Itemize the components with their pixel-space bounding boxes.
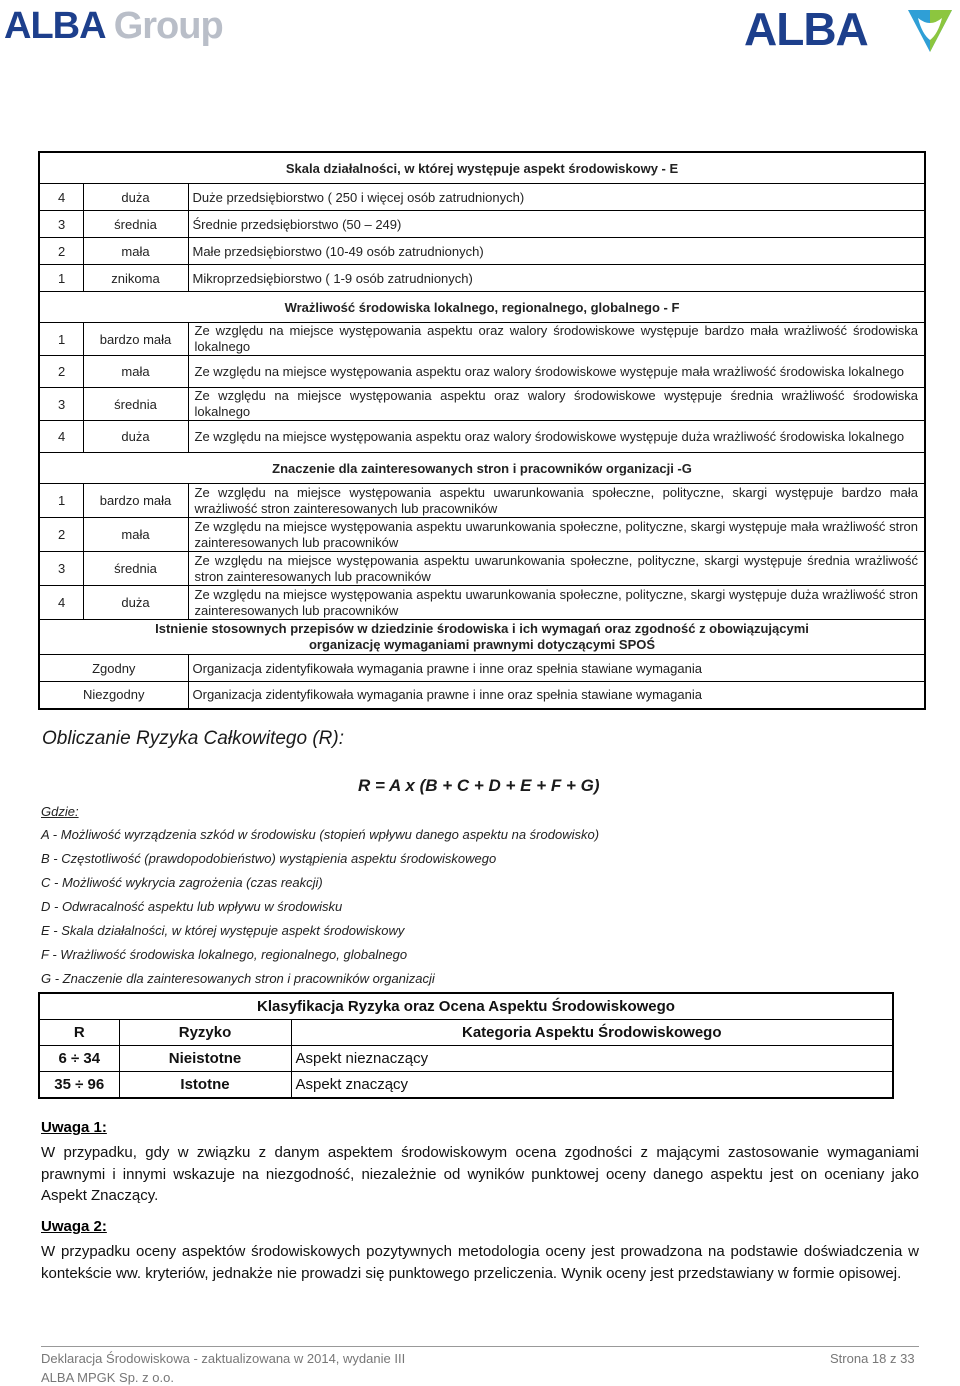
scale-f-num: 4: [39, 421, 83, 453]
note-1-title: Uwaga 1:: [41, 1119, 107, 1136]
scale-f-desc: Ze względu na miejsce występowania aspektu oraz walory środowiskowe występuje średnia wrażliwość środowiska lokalnego: [188, 388, 925, 421]
risk-cell: Istotne: [119, 1072, 291, 1099]
range-cell: 6 ÷ 34: [39, 1046, 119, 1072]
header-r: R: [39, 1020, 119, 1046]
category-cell: Aspekt nieznaczący: [291, 1046, 893, 1072]
scale-g-level: mała: [83, 518, 188, 552]
definition-item: D - Odwracalność aspektu lub wpływu w środowisku: [41, 899, 343, 914]
scale-f-level: mała: [83, 356, 188, 388]
alba-logo: [744, 4, 958, 54]
scale-g-level: bardzo mała: [83, 484, 188, 518]
scale-g-num: 3: [39, 552, 83, 586]
scale-f-level: średnia: [83, 388, 188, 421]
scale-e-num: 4: [39, 184, 83, 211]
compliance-desc: Organizacja zidentyfikowała wymagania prawne i inne oraz spełnia stawiane wymagania: [188, 655, 925, 682]
scale-e-level: mała: [83, 238, 188, 265]
definition-item: F - Wrażliwość środowiska lokalnego, regionalnego, globalnego: [41, 947, 408, 962]
risk-heading: Obliczanie Ryzyka Całkowitego (R):: [42, 728, 344, 749]
risk-formula: R = A x (B + C + D + E + F + G): [358, 776, 600, 795]
logo-group-text: Group: [113, 5, 223, 47]
scale-f-num: 1: [39, 323, 83, 356]
footer-doc-title: Deklaracja Środowiskowa - zaktualizowana w 2014, wydanie III: [41, 1351, 406, 1366]
compliance-status: Zgodny: [39, 655, 188, 682]
note-2-text: W przypadku oceny aspektów środowiskowych pozytywnych metodologia oceny jest prowadzona na podstawie doświadczenia w kontekście ww. kryteriów, jednakże nie prowadzi się punktowego przeliczenia. Wynik oceny jest przedstawiany w formie opisowej.: [41, 1243, 919, 1282]
scale-e-desc: Średnie przedsiębiorstwo (50 – 249): [188, 211, 925, 238]
compliance-title: Istnienie stosownych przepisów w dziedzinie środowiska i ich wymagań oraz zgodność z obowiązującymi organizację wymaganiami prawnymi dotyczącymi SPOŚ: [39, 620, 925, 655]
header-risk: Ryzyko: [119, 1020, 291, 1046]
scale-e-desc: Duże przedsiębiorstwo ( 250 i więcej osób zatrudnionych): [188, 184, 925, 211]
scale-e-desc: Mikroprzedsiębiorstwo ( 1-9 osób zatrudnionych): [188, 265, 925, 292]
scale-e-title: Skala działalności, w której występuje aspekt środowiskowy - E: [39, 152, 925, 184]
definition-item: E - Skala działalności, w której występuje aspekt środowiskowy: [41, 923, 405, 938]
classification-table: [38, 992, 894, 1099]
scale-f-desc: Ze względu na miejsce występowania aspektu oraz walory środowiskowe występuje duża wrażliwość środowiska lokalnego: [188, 421, 925, 453]
where-label: Gdzie:: [41, 804, 79, 819]
leaf-icon: [904, 6, 956, 54]
scale-g-num: 4: [39, 586, 83, 620]
compliance-desc: Organizacja zidentyfikowała wymagania prawne i inne oraz spełnia stawiane wymagania: [188, 682, 925, 709]
footer-page-number: Strona 18 z 33: [830, 1351, 915, 1366]
scale-e-num: 1: [39, 265, 83, 292]
footer-company: ALBA MPGK Sp. z o.o.: [41, 1370, 174, 1385]
scale-e-num: 3: [39, 211, 83, 238]
note-2-title: Uwaga 2:: [41, 1218, 107, 1235]
scale-g-desc: Ze względu na miejsce występowania aspektu uwarunkowania społeczne, polityczne, skargi występuje mała wrażliwość stron zainteresowanych lub pracowników: [188, 518, 925, 552]
classification-title: Klasyfikacja Ryzyka oraz Ocena Aspektu Środowiskowego: [39, 993, 893, 1020]
scale-f-desc: Ze względu na miejsce występowania aspektu oraz walory środowiskowe występuje bardzo mała wrażliwość środowiska lokalnego: [188, 323, 925, 356]
definition-item: G - Znaczenie dla zainteresowanych stron i pracowników organizacji: [41, 971, 435, 986]
scale-e-level: średnia: [83, 211, 188, 238]
definition-item: B - Częstotliwość (prawdopodobieństwo) wystąpienia aspektu środowiskowego: [41, 851, 497, 866]
scale-g-level: średnia: [83, 552, 188, 586]
scale-g-title: Znaczenie dla zainteresowanych stron i pracowników organizacji -G: [39, 453, 925, 484]
range-cell: 35 ÷ 96: [39, 1072, 119, 1099]
scale-f-level: bardzo mała: [83, 323, 188, 356]
scale-f-num: 3: [39, 388, 83, 421]
scales-table: [38, 151, 926, 710]
logo-right-text: ALBA: [744, 3, 868, 55]
scale-g-num: 2: [39, 518, 83, 552]
scale-e-desc: Małe przedsiębiorstwo (10-49 osób zatrudnionych): [188, 238, 925, 265]
risk-cell: Nieistotne: [119, 1046, 291, 1072]
alba-group-logo: [4, 6, 223, 46]
scale-f-level: duża: [83, 421, 188, 453]
definitions-list: [41, 826, 599, 994]
scale-e-num: 2: [39, 238, 83, 265]
scale-e-level: znikoma: [83, 265, 188, 292]
note-1-text: W przypadku, gdy w związku z danym aspektem środowiskowym ocena zgodności z mającymi zastosowanie wymaganiami prawnymi i innymi wskazuje na niezgodność, niezależnie od wyników punktowej oceny danego aspektu jest on oceniany jako Aspekt Znaczący.: [41, 1144, 919, 1204]
definition-item: C - Możliwość wykrycia zagrożenia (czas reakcji): [41, 875, 323, 890]
header-category: Kategoria Aspektu Środowiskowego: [291, 1020, 893, 1046]
scale-f-title: Wrażliwość środowiska lokalnego, regionalnego, globalnego - F: [39, 292, 925, 323]
category-cell: Aspekt znaczący: [291, 1072, 893, 1099]
scale-g-level: duża: [83, 586, 188, 620]
logo-brand-text: ALBA: [4, 5, 105, 47]
scale-f-desc: Ze względu na miejsce występowania aspektu oraz walory środowiskowe występuje mała wrażliwość środowiska lokalnego: [188, 356, 925, 388]
scale-g-desc: Ze względu na miejsce występowania aspektu uwarunkowania społeczne, polityczne, skargi występuje średnia wrażliwość stron zainteresowanych lub pracowników: [188, 552, 925, 586]
scale-f-num: 2: [39, 356, 83, 388]
compliance-status: Niezgodny: [39, 682, 188, 709]
definition-item: A - Możliwość wyrządzenia szkód w środowisku (stopień wpływu danego aspektu na środowisko): [41, 827, 600, 842]
scale-g-desc: Ze względu na miejsce występowania aspektu uwarunkowania społeczne, polityczne, skargi występuje duża wrażliwość stron zainteresowanych lub pracowników: [188, 586, 925, 620]
scale-g-desc: Ze względu na miejsce występowania aspektu uwarunkowania społeczne, polityczne, skargi występuje bardzo mała wrażliwość stron zainteresowanych lub pracowników: [188, 484, 925, 518]
scale-g-num: 1: [39, 484, 83, 518]
scale-e-level: duża: [83, 184, 188, 211]
footer-divider: [41, 1346, 919, 1347]
